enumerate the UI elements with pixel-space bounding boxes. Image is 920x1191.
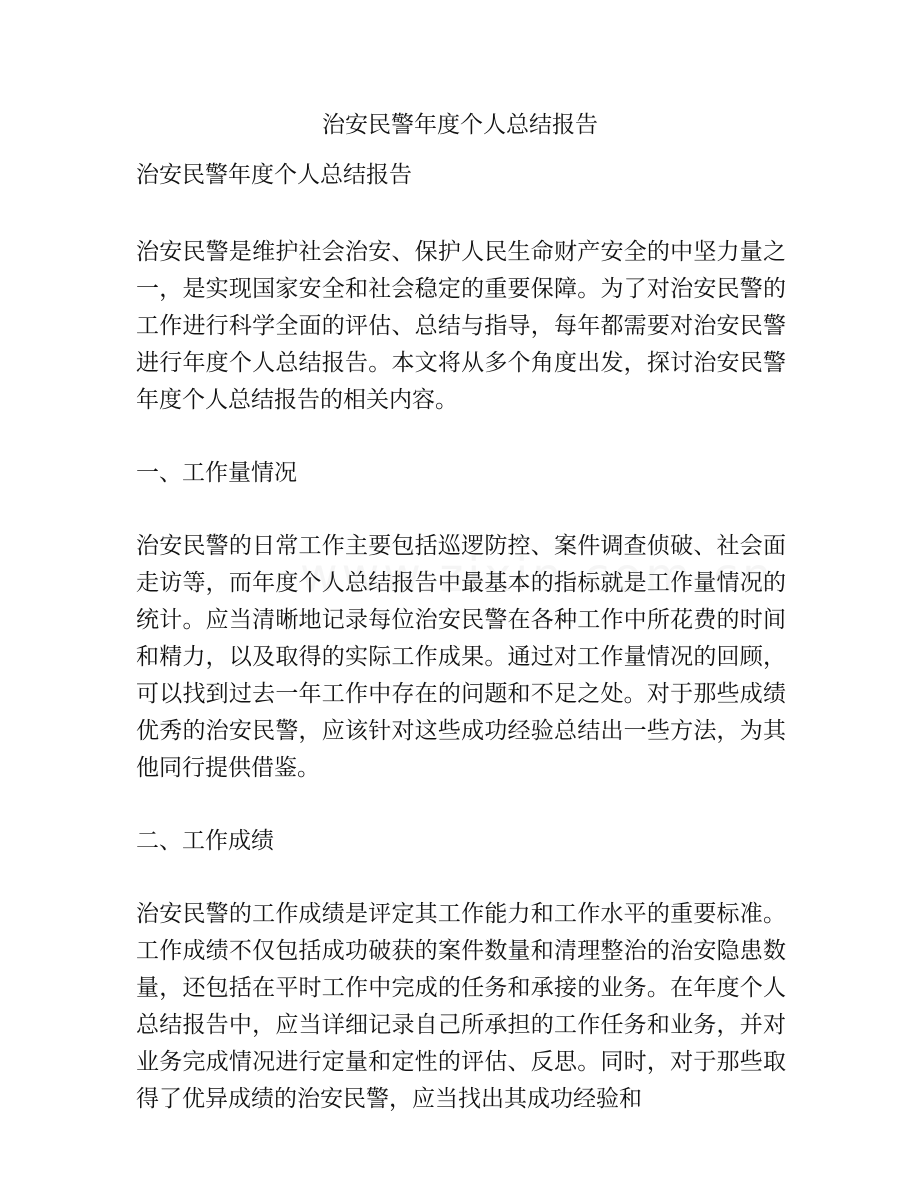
section-heading-achievements: 二、工作成绩: [136, 828, 274, 854]
paragraph-gap: [136, 419, 786, 455]
intro-paragraph: 治安民警是维护社会治安、保护人民生命财产安全的中坚力量之一，是实现国家安全和社会稳定的重要保障。为了对治安民警的工作进行科学全面的评估、总结与指导，每年都需要对治安民警进行年度个人总结报告。本文将从多个角度出发，探讨治安民警年度个人总结报告的相关内容。: [136, 239, 786, 413]
paragraph-gap: [136, 787, 786, 823]
section-heading-workload: 一、工作量情况: [136, 460, 297, 486]
section-body-workload: 治安民警的日常工作主要包括巡逻防控、案件调查侦破、社会面走访等，而年度个人总结报告中最基本的指标就是工作量情况的统计。应当清晰地记录每位治安民警在各种工作中所花费的时间和精力，以及取得的实际工作成果。通过对工作量情况的回顾，可以找到过去一年工作中存在的问题和不足之处。对于那些成绩优秀的治安民警，应该针对这些成功经验总结出一些方法，为其他同行提供借鉴。: [136, 533, 786, 781]
paragraph-gap: [136, 194, 786, 234]
document-title: 治安民警年度个人总结报告: [322, 112, 598, 138]
document-body: [136, 157, 786, 1118]
paragraph-gap: [136, 492, 786, 528]
section-body-achievements: 治安民警的工作成绩是评定其工作能力和工作水平的重要标准。工作成绩不仅包括成功破获的案件数量和清理整治的治安隐患数量，还包括在平时工作中完成的任务和承接的业务。在年度个人总结报告中，应当详细记录自己所承担的工作任务和业务，并对业务完成情况进行定量和定性的评估、反思。同时，对于那些取得了优异成绩的治安民警，应当找出其成功经验和: [136, 901, 786, 1112]
document-subtitle: 治安民警年度个人总结报告: [136, 162, 412, 188]
paragraph-gap: [136, 860, 786, 896]
